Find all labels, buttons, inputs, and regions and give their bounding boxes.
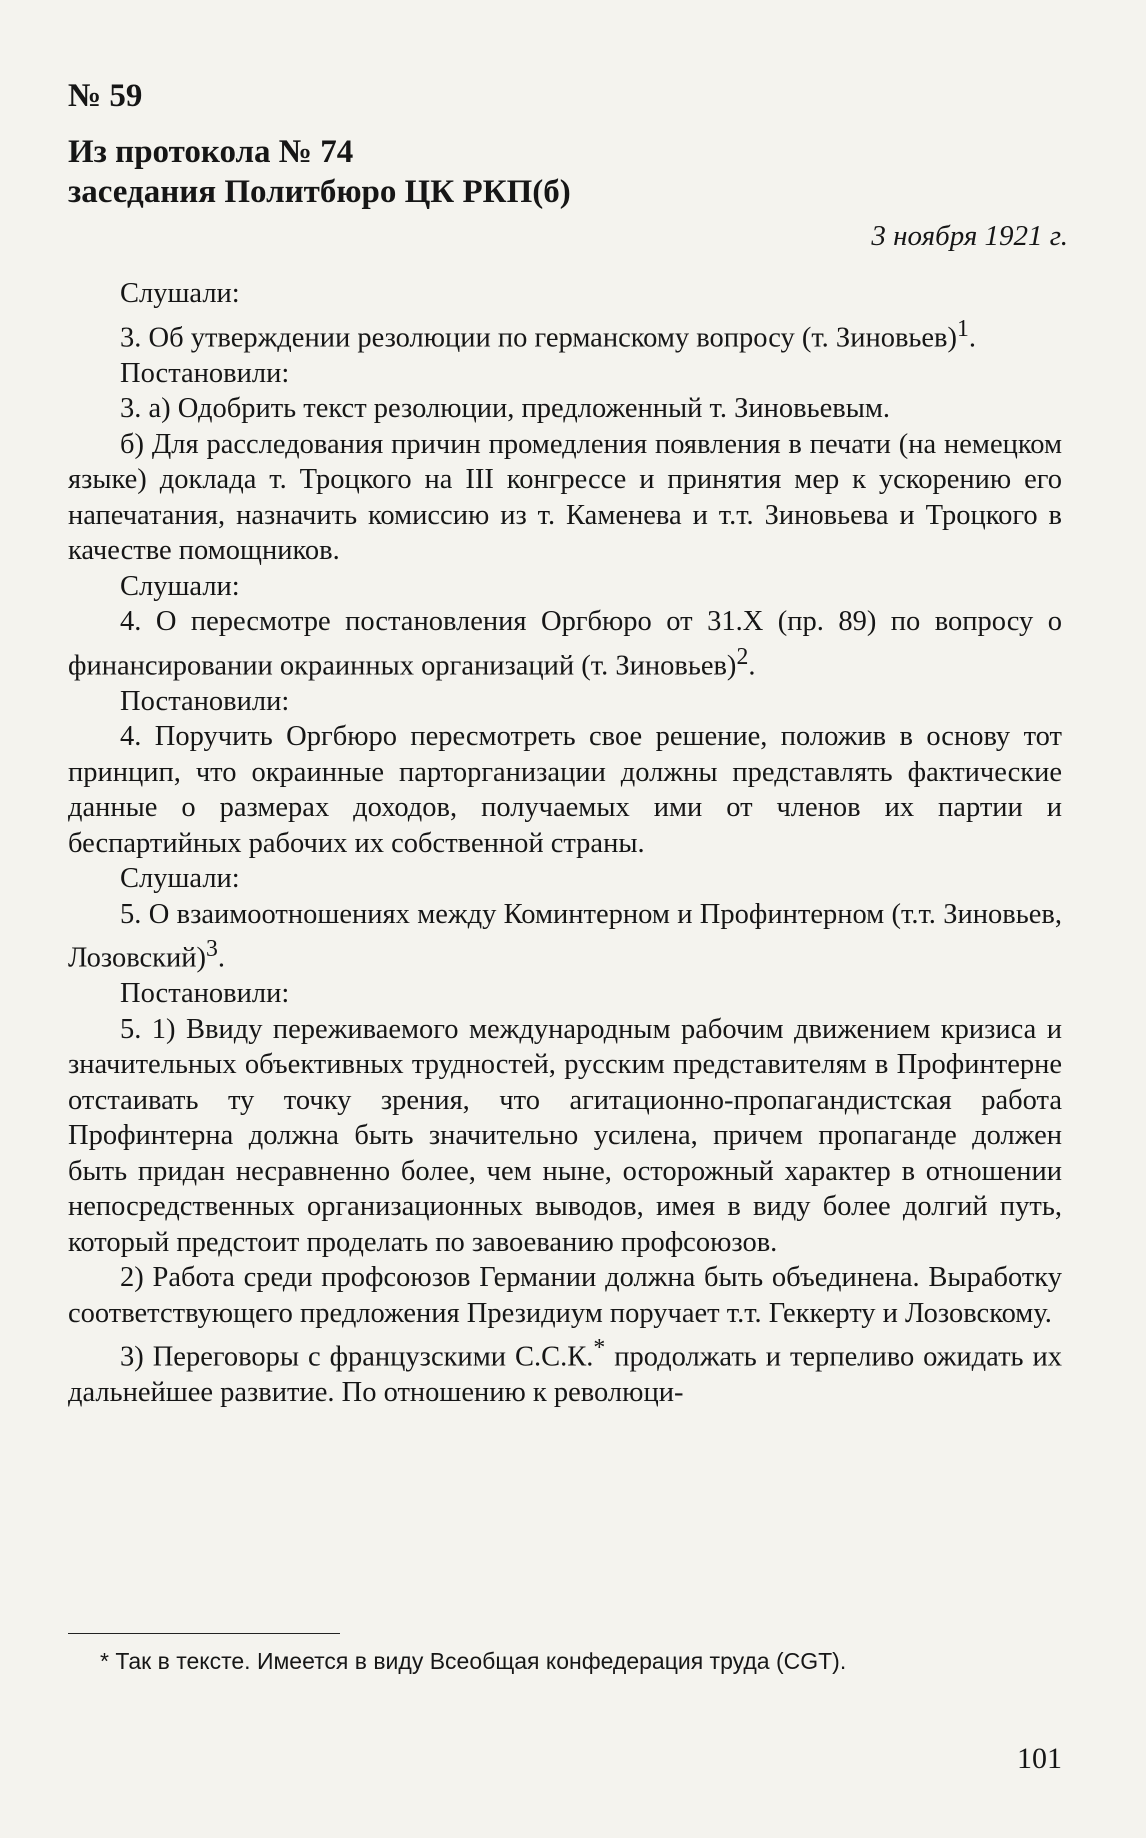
- document-title: [68, 132, 571, 212]
- decision-3a: 3. а) Одобрить текст резолюции, предложенный т. Зиновьевым.: [120, 393, 891, 424]
- agenda-item-4: [68, 604, 1062, 684]
- document-number: № 59: [68, 78, 143, 114]
- agenda-item-5-text: 5. О взаимоотношениях между Коминтерном и Профинтерном (т.т. Зиновьев, Лозовский): [68, 898, 1062, 974]
- decision-5-3-text-b: продолжать и терпеливо ожидать их дальнейшее развитие. По отношению к революци-: [68, 1341, 1062, 1408]
- decision-4: 4. Поручить Оргбюро пересмотреть свое решение, положив в основу тот принцип, что окраинные парторганизации должны представлять фактические данные о размерах доходов, получаемых ими от членов их партии и беспартийных рабочих их собственной страны.: [68, 721, 1062, 859]
- footnote-mark: *: [100, 1648, 109, 1674]
- document-date: 3 ноября 1921 г.: [871, 220, 1068, 252]
- heard-label: Слушали:: [120, 570, 240, 602]
- protocol-body: [68, 276, 1062, 1411]
- page-number: 101: [1017, 1742, 1062, 1775]
- agenda-item-5-end: .: [217, 942, 225, 974]
- decided-label: Постановили:: [120, 978, 290, 1009]
- footnote-divider: [68, 1633, 340, 1634]
- footnote-ref-3: 3: [206, 936, 218, 962]
- footnote-ref-1: 1: [957, 315, 969, 342]
- asterisk-ref: *: [593, 1335, 606, 1361]
- decision-5-3-text-a: 3) Переговоры с французскими С.С.К.: [120, 1341, 594, 1373]
- title-line-2: заседания Политбюро ЦК РКП(б): [68, 174, 571, 210]
- agenda-item-4-text: 4. О пересмотре постановления Оргбюро от 31.X (пр. 89) по вопросу о финансировании окраинных организаций (т. Зиновьев): [68, 606, 1062, 681]
- decision-3b: б) Для расследования причин промедления появления в печати (на немецком языке) доклада т. Троцкого на III конгрессе и принятия мер к ускорению его напечатания, назначить комиссию из т. Каменева и т.т. Зиновьева и Троцкого в качестве помощников.: [68, 428, 1062, 566]
- agenda-item-3-text: 3. Об утверждении резолюции по германскому вопросу (т. Зиновьев): [120, 322, 958, 353]
- agenda-item-3: [68, 312, 1062, 356]
- footnote: [100, 1648, 846, 1675]
- decision-5-1: 5. 1) Ввиду переживаемого международным рабочим движением кризиса и значительных объективных трудностей, русским представителям в Профинтерне отстаивать ту точку зрения, что агитационно-пропагандистская работа Профинтерна должна быть значительно усилена, причем пропаганде должен быть придан несравненно более, чем ныне, осторожный характер в отношении непосредственных организационных выводов, имея в виду более долгий путь, который предстоит проделать по завоеванию профсоюзов.: [68, 1013, 1062, 1258]
- footnote-text: Так в тексте. Имеется в виду Всеобщая конфедерация труда (CGT).: [108, 1648, 847, 1674]
- decision-5-2: 2) Работа среди профсоюзов Германии должна быть объединена. Выработку соответствующего предложения Президиум поручает т.т. Геккерту и Лозовскому.: [68, 1262, 1062, 1329]
- title-line-1: Из протокола № 74: [68, 134, 354, 170]
- decision-5-3: [68, 1331, 1062, 1411]
- heard-label: Слушали:: [120, 278, 240, 309]
- heard-label: Слушали:: [120, 863, 240, 894]
- agenda-item-4-end: .: [748, 650, 756, 681]
- footnote-ref-2: 2: [736, 643, 749, 670]
- agenda-item-5: [68, 897, 1062, 977]
- agenda-item-3-end: .: [968, 322, 977, 353]
- decided-label: Постановили:: [120, 685, 290, 717]
- decided-label: Постановили:: [120, 357, 290, 389]
